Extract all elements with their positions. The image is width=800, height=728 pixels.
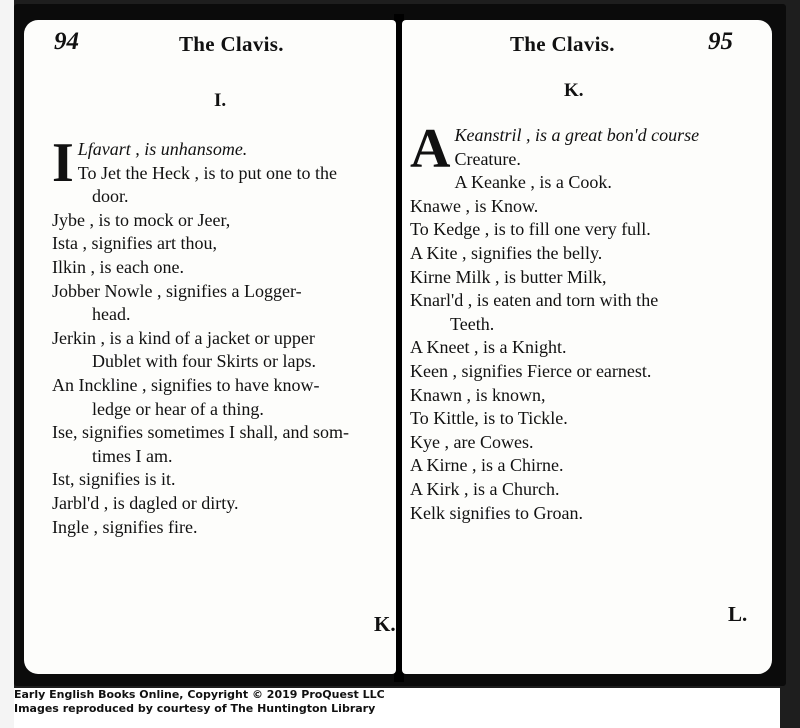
dictionary-entry: To Kittle, is to Tickle. bbox=[410, 408, 568, 429]
running-title: The Clavis. bbox=[179, 32, 284, 56]
dictionary-entry: A Kneet , is a Knight. bbox=[410, 337, 567, 358]
dictionary-entry: Ista , signifies art thou, bbox=[52, 233, 217, 254]
dictionary-entry: Jybe , is to mock or Jeer, bbox=[52, 209, 231, 230]
dictionary-entry: Knarl'd , is eaten and torn with the bbox=[410, 290, 659, 311]
dictionary-entry: Ise, signifies sometimes I shall, and som- bbox=[52, 422, 349, 443]
copyright-line: Early English Books Online, Copyright © 2019 ProQuest LLC bbox=[14, 688, 385, 701]
dictionary-entry: ledge or hear of a thing. bbox=[92, 398, 264, 419]
dictionary-entry: Jobber Nowle , signifies a Logger- bbox=[52, 280, 302, 301]
dictionary-entry: An Inckline , signifies to have know- bbox=[52, 374, 320, 395]
dictionary-entry: Jarbl'd , is dagled or dirty. bbox=[52, 492, 239, 513]
dictionary-entry: Ilkin , is each one. bbox=[52, 256, 184, 277]
dictionary-entry: Teeth. bbox=[450, 313, 495, 334]
dictionary-entry: Creature. bbox=[454, 148, 521, 169]
section-letter: I. bbox=[214, 90, 227, 111]
dictionary-entry: A Keanke , is a Cook. bbox=[454, 172, 612, 193]
left-page-header bbox=[24, 28, 396, 58]
catchword: K. bbox=[374, 612, 396, 636]
dictionary-entry: head. bbox=[92, 304, 131, 325]
dictionary-entry: times I am. bbox=[92, 445, 173, 466]
right-page bbox=[402, 20, 772, 674]
drop-cap: I bbox=[52, 132, 74, 194]
dictionary-entry: To Kedge , is to fill one very full. bbox=[410, 219, 651, 240]
dictionary-entry: door. bbox=[92, 186, 129, 207]
dictionary-entry: Ist, signifies is it. bbox=[52, 469, 176, 490]
dictionary-entry: A Kite , signifies the belly. bbox=[410, 242, 603, 263]
entry-list bbox=[52, 132, 396, 539]
drop-cap: A bbox=[410, 118, 451, 180]
scanned-page-image bbox=[14, 4, 786, 686]
dictionary-entry: Kirne Milk , is butter Milk, bbox=[410, 266, 607, 287]
dictionary-entry: Knawe , is Know. bbox=[410, 195, 539, 216]
courtesy-line: Images reproduced by courtesy of The Huntington Library bbox=[14, 702, 376, 715]
entry-list bbox=[410, 118, 772, 525]
dictionary-entry: Kelk signifies to Groan. bbox=[410, 502, 583, 523]
entry-text: Lfavart , is unhansome. bbox=[77, 139, 248, 159]
dictionary-entry: Kye , are Cowes. bbox=[410, 431, 534, 452]
dictionary-entry: Jerkin , is a kind of a jacket or upper bbox=[52, 327, 315, 348]
entry-text: Keanstril , is a great bon'd course bbox=[454, 125, 700, 145]
dictionary-entry: To Jet the Heck , is to put one to the bbox=[77, 162, 337, 183]
background-window-edge bbox=[0, 0, 14, 728]
section-letter: K. bbox=[564, 80, 584, 101]
dictionary-entry: A Kirne , is a Chirne. bbox=[410, 455, 564, 476]
dictionary-entry: Dublet with four Skirts or laps. bbox=[92, 351, 316, 372]
page-number: 94 bbox=[54, 28, 79, 55]
dictionary-entry: Knawn , is known, bbox=[410, 384, 546, 405]
page-number: 95 bbox=[708, 28, 733, 55]
catchword: L. bbox=[728, 602, 748, 626]
right-page-header bbox=[402, 28, 772, 58]
copyright-footer bbox=[14, 688, 780, 728]
running-title: The Clavis. bbox=[510, 32, 615, 56]
left-page bbox=[24, 20, 396, 674]
dictionary-entry: Ingle , signifies fire. bbox=[52, 516, 198, 537]
dictionary-entry: Keen , signifies Fierce or earnest. bbox=[410, 360, 652, 381]
dictionary-entry: A Kirk , is a Church. bbox=[410, 478, 560, 499]
